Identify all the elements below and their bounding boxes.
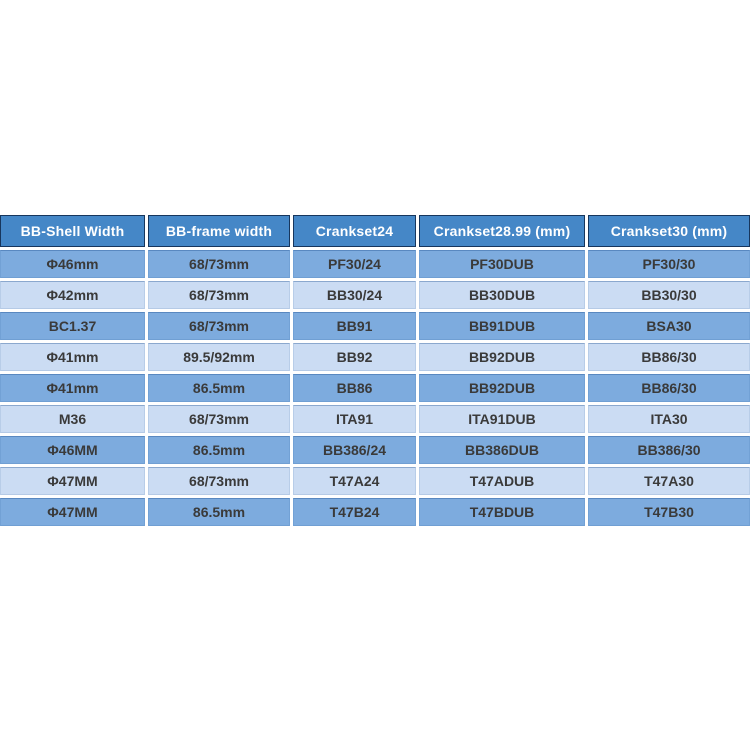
table-cell: 68/73mm [148,467,290,495]
table-cell: BB30/30 [588,281,750,309]
table-cell: PF30/24 [293,250,416,278]
table-cell: 86.5mm [148,498,290,526]
table-cell: BB30/24 [293,281,416,309]
table-cell: 68/73mm [148,312,290,340]
table-row [0,281,750,309]
table-cell: M36 [0,405,145,433]
table-cell: BB92DUB [419,343,585,371]
table-cell: ITA91DUB [419,405,585,433]
table-cell: BB386DUB [419,436,585,464]
col-header-crankset24: Crankset24 [293,215,416,247]
table-cell: T47B30 [588,498,750,526]
table-row [0,436,750,464]
table-cell: 68/73mm [148,281,290,309]
table-cell: 68/73mm [148,405,290,433]
table-row [0,312,750,340]
table-cell: T47ADUB [419,467,585,495]
table-row [0,343,750,371]
table-row [0,250,750,278]
table-cell: T47A24 [293,467,416,495]
table-row [0,498,750,526]
table-cell: ITA30 [588,405,750,433]
col-header-bb-shell-width: BB-Shell Width [0,215,145,247]
header-row [0,215,750,247]
table-cell: BSA30 [588,312,750,340]
table-cell: BB30DUB [419,281,585,309]
table-cell: T47B24 [293,498,416,526]
col-header-crankset30: Crankset30 (mm) [588,215,750,247]
table-cell: ITA91 [293,405,416,433]
table-cell: Φ46MM [0,436,145,464]
col-header-bb-frame-width: BB-frame width [148,215,290,247]
table-cell: BB86/30 [588,343,750,371]
table-cell: 68/73mm [148,250,290,278]
table-cell: BB92 [293,343,416,371]
table-cell: BB92DUB [419,374,585,402]
table-cell: BB386/30 [588,436,750,464]
table-cell: PF30DUB [419,250,585,278]
table-cell: Φ46mm [0,250,145,278]
table-cell: BC1.37 [0,312,145,340]
table-cell: BB386/24 [293,436,416,464]
table-row [0,467,750,495]
table-cell: PF30/30 [588,250,750,278]
bb-compatibility-table [0,212,750,529]
table-row [0,405,750,433]
table-cell: T47A30 [588,467,750,495]
table-cell: BB91 [293,312,416,340]
table-cell: 86.5mm [148,436,290,464]
table-row [0,374,750,402]
table-cell: Φ41mm [0,374,145,402]
table-cell: BB86/30 [588,374,750,402]
table-cell: Φ47MM [0,498,145,526]
table-cell: Φ47MM [0,467,145,495]
table-cell: Φ42mm [0,281,145,309]
table-cell: T47BDUB [419,498,585,526]
table-cell: 89.5/92mm [148,343,290,371]
table-cell: BB91DUB [419,312,585,340]
table-cell: BB86 [293,374,416,402]
table-cell: 86.5mm [148,374,290,402]
table-cell: Φ41mm [0,343,145,371]
col-header-crankset28-99: Crankset28.99 (mm) [419,215,585,247]
